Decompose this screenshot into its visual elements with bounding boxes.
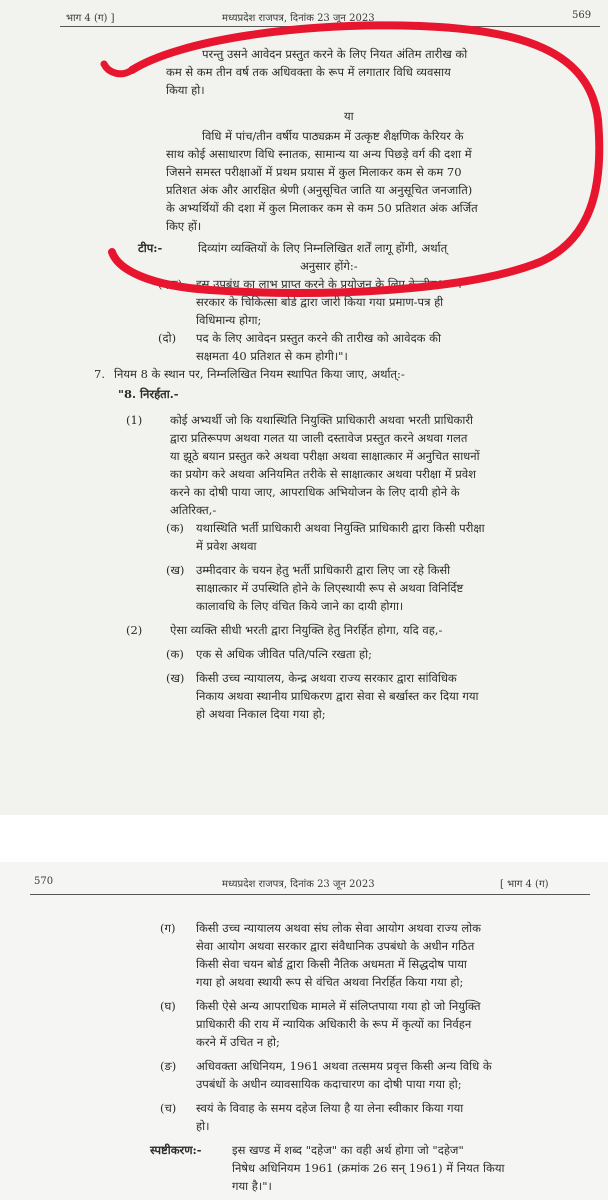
page-header-center: मध्यप्रदेश राजपत्र, दिनांक 23 जून 2023	[222, 879, 375, 890]
item-line: साक्षात्कार में उपस्थिति होने के लिएस्थायी रूप से अथवा विनिर्दिष्ट	[196, 581, 464, 595]
explanation-label: स्पष्टीकरण:-	[150, 1143, 202, 1157]
item-line: किसी सेवा चयन बोर्ड द्वारा किसी नैतिक अधमता में सिद्धदोष पाया	[196, 957, 467, 971]
sub1-line: कोई अभ्यर्थी जो कि यथास्थिति नियुक्ति प्राधिकारी अथवा भरती प्राधिकारी	[170, 413, 474, 427]
item-line: निकाय अथवा स्थानीय प्राधिकरण द्वारा सेवा से बर्खास्त कर दिया गया	[196, 689, 479, 703]
item-line: गया हो अथवा स्थायी रूप से वंचित अथवा निरर्हित किया गया हो;	[196, 975, 464, 989]
gazette-page-570	[0, 862, 608, 1200]
page-header-right: [ भाग 4 (ग)	[500, 879, 549, 890]
para2-line: प्रतिशत अंक और आरक्षित श्रेणी (अनुसूचित जाति या अनुसूचित जनजाति)	[166, 183, 473, 197]
rule-8-heading: "8. निरर्हता.-	[118, 387, 179, 401]
item-label: (घ)	[160, 999, 176, 1013]
para2-line: के अभ्यर्थियों की दशा में कुल मिलाकर कम से कम 50 प्रतिशत अंक अर्जित	[166, 201, 478, 215]
item-line: किसी उच्च न्यायालय अथवा संघ लोक सेवा आयोग अथवा राज्य लोक	[196, 921, 481, 935]
intro-line: किया हो।	[166, 83, 205, 97]
rule-number: 7.	[94, 367, 105, 381]
header-rule	[60, 26, 600, 27]
item-line: सरकार के चिकित्सा बोर्ड द्वारा जारी किया गया प्रमाण-पत्र ही	[196, 295, 444, 309]
item-line: किसी ऐसे अन्य आपराधिक मामले में संलिप्तपाया गया हो जो नियुक्ति	[196, 999, 481, 1013]
para2-line: साथ कोई असाधारण विधि स्नातक, सामान्य या अन्य पिछड़े वर्ग की दशा में	[166, 147, 472, 161]
item-line: प्राधिकारी की राय में न्यायिक अधिकारी के रूप में कृत्यों का निर्वहन	[196, 1017, 472, 1031]
item-label: (ग)	[160, 921, 176, 935]
para2-line: जिसने समस्त परीक्षाओं में प्रथम प्रयास में कुल मिलाकर कम से कम 70	[166, 165, 462, 179]
sub1-line: का प्रयोग करे अथवा अनियमित तरीके से साक्षात्कार अथवा परीक्षा में प्रवेश	[170, 467, 476, 481]
item-line: सेवा आयोग अथवा सरकार द्वारा संवैधानिक उपबंधो के अधीन गठित	[196, 939, 475, 953]
item-line: यथास्थिति भर्ती प्राधिकारी अथवा नियुक्ति प्राधिकारी द्वारा किसी परीक्षा	[196, 521, 485, 535]
item-line: सक्षमता 40 प्रतिशत से कम होगी।"।	[196, 349, 348, 363]
sub1-line: करने का दोषी पाया जाए, आपराधिक अभियोजन के लिए दायी होने के	[170, 485, 460, 499]
page-header-center: मध्यप्रदेश राजपत्र, दिनांक 23 जून 2023	[222, 13, 375, 24]
explanation-line: निषेध अधिनियम 1961 (क्रमांक 26 सन् 1961) में नियत किया	[232, 1161, 505, 1175]
sub1-line: या झूठे बयान प्रस्तुत करे अथवा परीक्षा अथवा साक्षात्कार में अनुचित साधनों	[170, 449, 480, 463]
item-line: उम्मीदवार के चयन हेतु भर्ती प्राधिकारी द्वारा लिए जा रहे किसी	[196, 563, 451, 577]
note-text: दिव्यांग व्यक्तियों के लिए निम्नलिखित शर्तें लागू होंगी, अर्थात्	[198, 241, 448, 255]
page-header-right: 569	[572, 10, 592, 21]
item-line: पद के लिए आवेदन प्रस्तुत करने की तारीख को आवेदक की	[196, 331, 441, 345]
item-label: (ख)	[166, 671, 185, 685]
item-line: हो अथवा निकाल दिया गया हो;	[196, 707, 326, 721]
rule-7-text: नियम 8 के स्थान पर, निम्नलिखित नियम स्थापित किया जाए, अर्थात्:-	[114, 367, 405, 381]
item-label: (दो)	[158, 331, 177, 345]
para2-line: किए हों।	[166, 219, 202, 233]
header-rule	[30, 894, 590, 895]
explanation-line: इस खण्ड में शब्द "दहेज" का वही अर्थ होगा जो "दहेज"	[232, 1143, 464, 1157]
item-line: अधिवक्ता अधिनियम, 1961 अथवा तत्समय प्रवृत्त किसी अन्य विधि के	[196, 1059, 492, 1073]
item-label: (क)	[166, 521, 184, 535]
item-line: एक से अधिक जीवित पति/पत्नि रखता हो;	[196, 647, 372, 661]
page-header-left: भाग 4 (ग) ]	[66, 13, 115, 24]
note-text-line2: अनुसार होंगे:-	[300, 259, 358, 273]
sub1-line: अतिरिक्त,-	[170, 503, 217, 517]
item-label: (क)	[166, 647, 184, 661]
item-line: कालावधि के लिए वंचित किये जाने का दायी होगा।	[196, 599, 404, 613]
sub2-line: ऐसा व्यक्ति सीधी भरती द्वारा नियुक्ति हेतु निरर्हित होगा, यदि वह,-	[170, 623, 443, 637]
item-label: (ख)	[166, 563, 185, 577]
item-line: में प्रवेश अथवा	[196, 539, 257, 553]
intro-line: कम से कम तीन वर्ष तक अधिवक्ता के रूप में लगातार विधि व्यवसाय	[166, 65, 451, 79]
sub-label: (1)	[126, 413, 143, 427]
sub1-line: द्वारा प्रतिरूपण अथवा गलत या जाली दस्तावेज प्रस्तुत करने अथवा गलत	[170, 431, 468, 445]
item-label: (च)	[160, 1101, 177, 1115]
item-line: इस उपबंध का लाभ प्राप्त करने के प्रयोजन के लिए केन्द्रीय/राज्य	[196, 277, 462, 291]
item-line: स्वयं के विवाह के समय दहेज लिया है या लेना स्वीकार किया गया	[196, 1101, 464, 1115]
note-label: टीप:-	[138, 241, 163, 255]
sub-label: (2)	[126, 623, 143, 637]
item-line: करने में उचित न हो;	[196, 1035, 280, 1049]
item-line: विधिमान्य होगा;	[196, 313, 262, 327]
page-header-left: 570	[34, 876, 54, 887]
item-label: (ङ)	[160, 1059, 177, 1073]
item-line: हो।	[196, 1119, 210, 1133]
item-label: (एक)	[158, 277, 183, 291]
intro-line: परन्तु उसने आवेदन प्रस्तुत करने के लिए नियत अंतिम तारीख को	[202, 47, 468, 61]
item-line: किसी उच्च न्यायालय, केन्द्र अथवा राज्य सरकार द्वारा सांविधिक	[196, 671, 457, 685]
para2-line: विधि में पांच/तीन वर्षीय पाठ्यक्रम में उत्कृष्ट शैक्षणिक केरियर के	[202, 129, 464, 143]
item-line: उपबंधों के अधीन व्यावसायिक कदाचारण का दोषी पाया गया हो;	[196, 1077, 462, 1091]
explanation-line: गया है।"।	[232, 1179, 272, 1193]
or-separator: या	[344, 109, 354, 123]
